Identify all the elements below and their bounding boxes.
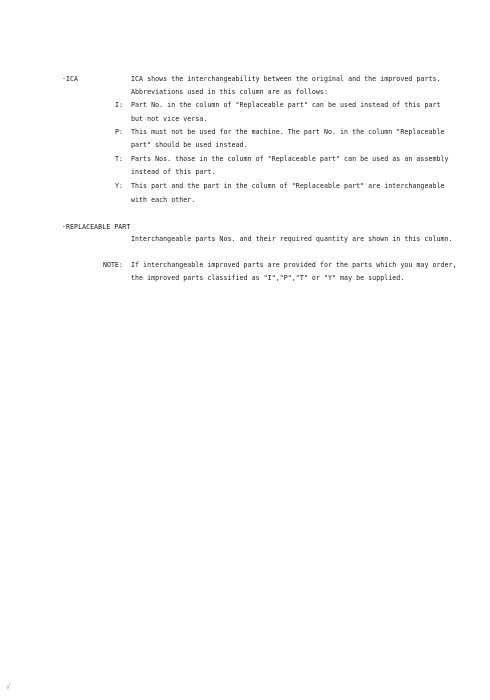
ica-item-y-line-2: with each other. — [131, 196, 196, 204]
ica-code-p: P: — [115, 128, 123, 136]
ica-item-y-line-1: This part and the part in the column of "Replaceable part" are interchangeable — [131, 182, 445, 190]
ica-item-t-line-2: instead of this part. — [131, 168, 216, 176]
ica-intro-line-1: ICA shows the interchangeability between the original and the improved parts. — [131, 75, 441, 83]
ica-code-y: Y: — [115, 182, 123, 190]
ica-item-p-line-2: part" should be used instead. — [131, 141, 248, 149]
note-line-1: If interchangeable improved parts are provided for the parts which you may order, — [131, 261, 457, 269]
ica-intro-line-2: Abbreviations used in this column are as follows: — [131, 88, 328, 96]
ica-item-t-line-1: Parts Nos. those in the column of "Replaceable part" can be used as an assembly — [131, 155, 449, 163]
margin-check-mark: √ — [6, 683, 11, 691]
ica-item-p-line-1: This must not be used for the machine. The part No. in the column "Replaceable — [131, 128, 445, 136]
note-line-2: the improved parts classified as "I","P","T" or "Y" may be supplied. — [131, 274, 405, 282]
replaceable-line-1: Interchangeable parts Nos. and their required quantity are shown in this column. — [131, 235, 453, 243]
ica-heading: ·ICA — [62, 75, 79, 83]
ica-code-i: I: — [115, 101, 123, 109]
ica-code-t: T: — [115, 155, 123, 163]
replaceable-heading: ·REPLACEABLE PART — [62, 223, 131, 231]
ica-item-i-line-1: Part No. in the column of "Replaceable part" can be used instead of this part — [131, 101, 441, 109]
ica-item-i-line-2: but not vice versa. — [131, 115, 208, 123]
note-label: NOTE: — [103, 261, 123, 269]
